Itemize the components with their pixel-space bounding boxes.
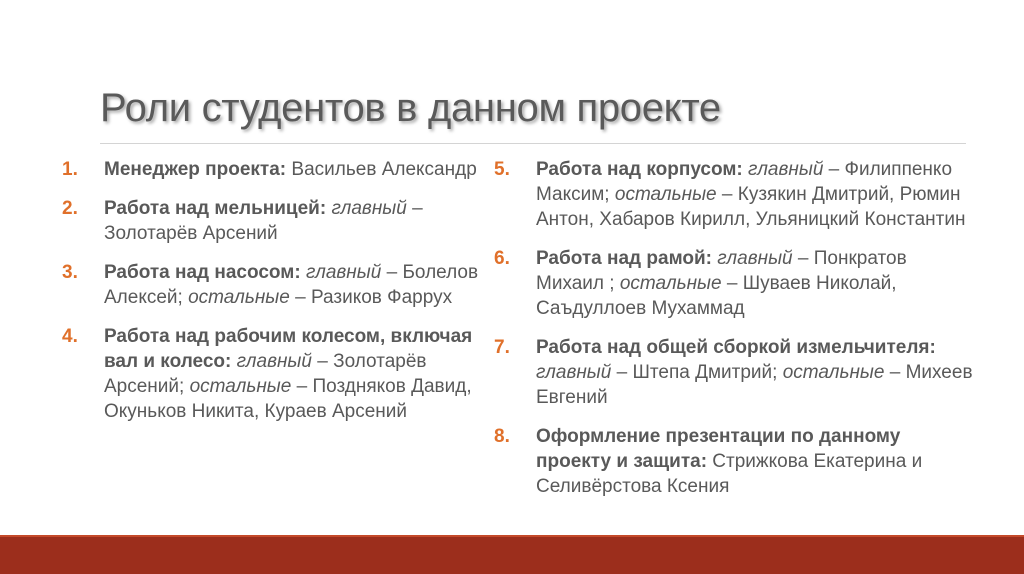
others-names: – Шуваев Николай, Саъдуллоев Мухаммад <box>536 273 897 319</box>
right-column <box>494 157 974 513</box>
item-text <box>104 260 482 310</box>
item-number: 3. <box>62 262 78 283</box>
lead-role: главный <box>236 351 312 372</box>
item-heading: Работа над общей сборкой измельчителя: <box>536 337 936 358</box>
lead-role: главный <box>748 159 824 180</box>
others-role: остальные <box>782 362 885 383</box>
lead-names: – Золотарёв Арсений <box>104 198 423 244</box>
lead-role: главный <box>717 248 793 269</box>
list-item <box>494 424 974 499</box>
others-role: остальные <box>614 184 717 205</box>
slide-title: Роли студентов в данном проекте <box>100 86 721 130</box>
lead-names: – Понкратов Михаил ; <box>536 248 907 294</box>
item-number: 4. <box>62 326 78 347</box>
list-item <box>494 335 974 410</box>
item-number: 6. <box>494 248 510 269</box>
item-heading: Оформление презентации по данному проекту и защита: <box>536 426 901 472</box>
footer-bar <box>0 537 1024 574</box>
list-item <box>62 157 482 182</box>
item-heading: Менеджер проекта: <box>104 159 287 180</box>
item-names: Стрижкова Екатерина и Селивёрстова Ксения <box>536 451 923 497</box>
item-text <box>536 157 974 232</box>
others-role: остальные <box>189 376 292 397</box>
lead-role: главный <box>331 198 407 219</box>
others-names: – Михеев Евгений <box>536 362 973 408</box>
item-number: 7. <box>494 337 510 358</box>
lead-role: главный <box>536 362 612 383</box>
item-text <box>536 246 974 321</box>
list-item <box>62 260 482 310</box>
list-item <box>62 196 482 246</box>
lead-names: – Штепа Дмитрий; <box>611 362 783 383</box>
lead-names: – Филиппенко Максим; <box>536 159 953 205</box>
item-number: 5. <box>494 159 510 180</box>
others-names: – Поздняков Давид, Окуньков Никита, Кураев Арсений <box>104 376 472 422</box>
others-role: остальные <box>619 273 722 294</box>
title-divider <box>100 143 966 144</box>
others-role: остальные <box>188 287 290 308</box>
item-text <box>536 424 974 499</box>
item-text <box>104 324 482 424</box>
item-text <box>104 157 482 182</box>
item-heading: Работа над насосом: <box>104 262 301 283</box>
item-heading: Работа над корпусом: <box>536 159 743 180</box>
lead-names: – Золотарёв Арсений; <box>104 351 427 397</box>
list-item <box>62 324 482 424</box>
item-heading: Работа над рамой: <box>536 248 712 269</box>
item-text <box>536 335 974 410</box>
others-names: – Кузякин Дмитрий, Рюмин Антон, Хабаров Кирилл, Ульяницкий Константин <box>536 184 966 230</box>
lead-names: – Болелов Алексей; <box>104 262 479 308</box>
list-item <box>494 246 974 321</box>
item-number: 8. <box>494 426 510 447</box>
left-column <box>62 157 482 438</box>
item-heading: Работа над рабочим колесом, включая вал и колесо: <box>104 326 473 372</box>
item-number: 2. <box>62 198 78 219</box>
list-item <box>494 157 974 232</box>
item-text <box>104 196 482 246</box>
item-heading: Работа над мельницей: <box>104 198 327 219</box>
item-names: Васильев Александр <box>286 159 477 180</box>
lead-role: главный <box>305 262 382 283</box>
others-names: – Разиков Фаррух <box>289 287 453 308</box>
item-number: 1. <box>62 159 78 180</box>
